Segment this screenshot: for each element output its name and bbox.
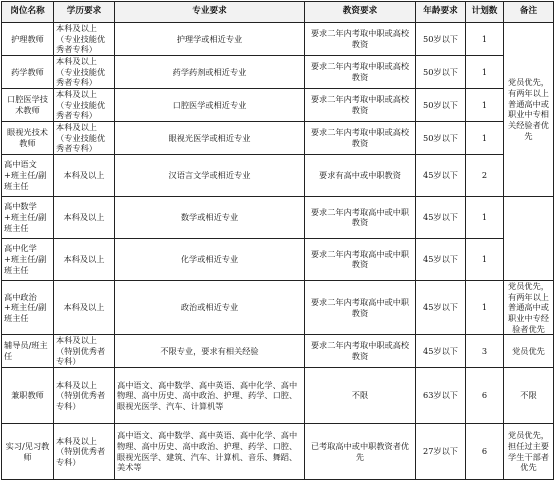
- cell-education: 本科及以上: [54, 238, 115, 280]
- cell-cert: 要求有高中或中职教资: [305, 154, 416, 196]
- cell-count: 6: [466, 424, 504, 480]
- cell-age: 50岁以下: [416, 55, 466, 88]
- cell-major: 高中语文、高中数学、高中英语、高中化学、高中物理、高中历史、高中政治、护理、药学、口腔、眼视光医学、建筑、汽车、计算机、音乐、舞蹈、美术等: [115, 424, 305, 480]
- recruitment-table: [1, 1, 554, 480]
- table-row: [2, 154, 554, 196]
- cell-age: 45岁以下: [416, 196, 466, 238]
- cell-major: 眼视光医学或相近专业: [115, 121, 305, 154]
- header-count: 计划数: [466, 2, 504, 23]
- cell-post: 口腔医学技术教师: [2, 88, 54, 121]
- cell-major: 药学药剂或相近专业: [115, 55, 305, 88]
- header-major: 专业要求: [115, 2, 305, 23]
- cell-cert: 不限: [305, 368, 416, 424]
- table-row: [2, 55, 554, 88]
- cell-age: 45岁以下: [416, 280, 466, 334]
- cell-cert: 要求二年内考取中职或高校教资: [305, 335, 416, 368]
- cell-notes-empty: [504, 196, 554, 280]
- table-row: [2, 424, 554, 480]
- cell-cert: 要求二年内考取高中或中职教资: [305, 238, 416, 280]
- header-education: 学历要求: [54, 2, 115, 23]
- cell-post: 兼职教师: [2, 368, 54, 424]
- cell-count: 1: [466, 196, 504, 238]
- header-age: 年龄要求: [416, 2, 466, 23]
- cell-cert: 要求二年内考取中职或高校教资: [305, 23, 416, 56]
- cell-major: 护理学或相近专业: [115, 23, 305, 56]
- cell-post: 高中化学+班主任/副班主任: [2, 238, 54, 280]
- cell-post: 辅导员/班主任: [2, 335, 54, 368]
- cell-post: 实习/见习教师: [2, 424, 54, 480]
- table-row: [2, 88, 554, 121]
- table-row: [2, 238, 554, 280]
- cell-notes: 党员优先，担任过主要学生干部者优先: [504, 424, 554, 480]
- cell-age: 63岁以下: [416, 368, 466, 424]
- table-row: [2, 23, 554, 56]
- cell-cert: 已考取高中或中职教资者优先: [305, 424, 416, 480]
- cell-count: 1: [466, 238, 504, 280]
- cell-post: 高中政治+班主任/副班主任: [2, 280, 54, 334]
- cell-count: 1: [466, 88, 504, 121]
- cell-education: 本科及以上: [54, 280, 115, 334]
- cell-notes: 不限: [504, 368, 554, 424]
- cell-age: 45岁以下: [416, 154, 466, 196]
- cell-cert: 要求二年内考取中职或高校教资: [305, 88, 416, 121]
- cell-education: 本科及以上（专业技能优秀者专科）: [54, 23, 115, 56]
- cell-major: 化学或相近专业: [115, 238, 305, 280]
- cell-education: 本科及以上（专业技能优秀者专科）: [54, 55, 115, 88]
- header-notes: 备注: [504, 2, 554, 23]
- cell-notes: 党员优先，有两年以上普通高中或职业中专相关经验者优先: [504, 23, 554, 197]
- cell-post: 药学教师: [2, 55, 54, 88]
- cell-count: 1: [466, 280, 504, 334]
- cell-education: 本科及以上: [54, 196, 115, 238]
- cell-post: 高中语文+班主任/副班主任: [2, 154, 54, 196]
- cell-cert: 要求二年内考取高中或中职教资: [305, 280, 416, 334]
- table-row: [2, 121, 554, 154]
- header-row: [2, 2, 554, 23]
- cell-major: 汉语言文学或相近专业: [115, 154, 305, 196]
- cell-count: 1: [466, 121, 504, 154]
- table-row: [2, 335, 554, 368]
- cell-post: 眼视光技术教师: [2, 121, 54, 154]
- table-row: [2, 368, 554, 424]
- cell-major: 口腔医学或相近专业: [115, 88, 305, 121]
- cell-count: 3: [466, 335, 504, 368]
- cell-age: 27岁以下: [416, 424, 466, 480]
- cell-major: 政治或相近专业: [115, 280, 305, 334]
- cell-count: 6: [466, 368, 504, 424]
- cell-age: 45岁以下: [416, 238, 466, 280]
- cell-major: 不限专业，要求有相关经验: [115, 335, 305, 368]
- cell-education: 本科及以上（特别优秀者专科）: [54, 368, 115, 424]
- cell-cert: 要求二年内考取中职或高校教资: [305, 55, 416, 88]
- cell-cert: 要求二年内考取中职或高校教资: [305, 121, 416, 154]
- cell-age: 50岁以下: [416, 88, 466, 121]
- cell-post: 高中数学+班主任/副班主任: [2, 196, 54, 238]
- cell-education: 本科及以上（特别优秀者专科）: [54, 424, 115, 480]
- cell-cert: 要求二年内考取高中或中职教资: [305, 196, 416, 238]
- cell-age: 50岁以下: [416, 121, 466, 154]
- cell-count: 1: [466, 23, 504, 56]
- cell-education: 本科及以上: [54, 154, 115, 196]
- cell-count: 2: [466, 154, 504, 196]
- cell-notes: 党员优先: [504, 335, 554, 368]
- table-row: [2, 280, 554, 334]
- header-post: 岗位名称: [2, 2, 54, 23]
- cell-post: 护理教师: [2, 23, 54, 56]
- cell-age: 45岁以下: [416, 335, 466, 368]
- cell-education: 本科及以上（专业技能优秀者专科）: [54, 121, 115, 154]
- cell-education: 本科及以上（特别优秀者专科）: [54, 335, 115, 368]
- cell-major: 数学或相近专业: [115, 196, 305, 238]
- cell-notes: 党员优先，有两年以上普通高中或职业中专经验者优先: [504, 280, 554, 334]
- cell-major: 高中语文、高中数学、高中英语、高中化学、高中物理、高中历史、高中政治、护理、药学、口腔、眼视光医学、汽车、计算机等: [115, 368, 305, 424]
- cell-age: 50岁以下: [416, 23, 466, 56]
- cell-count: 1: [466, 55, 504, 88]
- header-cert: 教资要求: [305, 2, 416, 23]
- table-row: [2, 196, 554, 238]
- cell-education: 本科及以上（专业技能优秀者专科）: [54, 88, 115, 121]
